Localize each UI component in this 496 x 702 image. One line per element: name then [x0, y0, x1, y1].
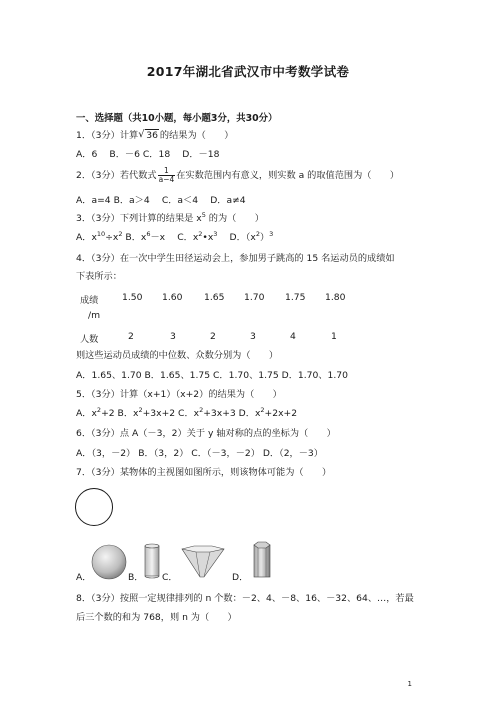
option-a-label: A． — [76, 572, 92, 583]
question-2-stem — [76, 167, 399, 184]
option-b-label: B． — [128, 572, 144, 583]
table-cell: 3 — [250, 331, 256, 342]
q3-opt-a-exp2: 2 — [118, 230, 123, 238]
table-cell: 1.80 — [325, 292, 346, 303]
q3-opt-b: B．x — [122, 232, 147, 243]
q2-fraction-denominator: a−4 — [158, 175, 175, 184]
q3-opt-d-exp2: 3 — [269, 230, 274, 238]
q5-opt-d-post: +2x+2 — [264, 408, 298, 419]
question-6-stem: 6．（3分）点 A（－3，2）关于 y 轴对称的点的坐标为（ ） — [76, 428, 336, 439]
q3-opt-c-mid: •x — [202, 232, 214, 243]
question-6-options: A．（3，－2） B．（3，2） C．（－3，－2） D．（2，－3） — [76, 448, 323, 459]
page-number: 1 — [407, 680, 412, 688]
table-cell: 1.70 — [244, 292, 265, 303]
table-cell: 1.50 — [122, 292, 143, 303]
q3-opt-c-exp1: 2 — [198, 230, 203, 238]
table-unit: /m — [88, 310, 101, 321]
q3-opt-a-exp1: 10 — [96, 230, 106, 238]
hexagonal-prism-figure — [250, 540, 274, 580]
sqrt-symbol: √ 36 — [138, 129, 158, 141]
table-cell: 4 — [290, 331, 296, 342]
table-row-label: 人数 — [80, 334, 99, 345]
score-table-row-1 — [80, 292, 420, 304]
question-5-options — [76, 408, 297, 420]
q1-radicand: 36 — [146, 130, 158, 141]
question-4-line-2: 下表所示： — [76, 271, 122, 282]
question-4-options: A．1.65、1.70 B．1.65、1.75 C．1.70、1.75 D．1.70、1.70 — [76, 370, 348, 381]
q3-stem-exponent: 5 — [201, 211, 206, 219]
q5-exp: 2 — [260, 406, 265, 414]
table-cell: 1.75 — [285, 292, 306, 303]
q5-opt-a: A．x — [76, 408, 97, 419]
q5-exp: 2 — [138, 406, 143, 414]
q1-stem-pre: 1．（3分）计算 — [76, 130, 139, 141]
cylinder-figure — [143, 543, 161, 579]
question-8-line-1: 8．（3分）按照一定规律排列的 n 个数：－2、4、－8、16、－32、64、…，若最 — [76, 593, 414, 604]
question-3-options — [76, 232, 273, 244]
q3-opt-b-post: －x C．x — [150, 232, 199, 243]
section-heading: 一、选择题（共10小题，每小题3分，共30分） — [76, 113, 278, 124]
question-1-stem — [76, 130, 233, 142]
q3-opt-d-mid: ） — [259, 232, 270, 243]
q5-exp: 2 — [96, 406, 102, 414]
q2-stem-pre: 2．（3分）若代数式 — [76, 170, 157, 181]
question-3-stem — [76, 213, 264, 225]
frustum-pyramid-figure — [180, 545, 226, 579]
q2-stem-post: 在实数范围内有意义，则实数 a 的取值范围为（ ） — [176, 170, 400, 181]
table-cell: 1.60 — [162, 292, 183, 303]
table-row-label: 成绩 — [80, 295, 99, 306]
q3-stem: 3．（3分）下列计算的结果是 x — [76, 213, 202, 224]
question-2-options: A．a=4 B．a＞4 C．a＜4 D．a≠4 — [76, 195, 246, 206]
question-7-stem: 7．（3分）某物体的主视图如图所示，则该物体可能为（ ） — [76, 467, 332, 478]
option-d-label: D． — [232, 572, 249, 583]
q3-stem-post: 的为（ ） — [205, 213, 264, 224]
q3-opt-d-exp1: 2 — [255, 230, 260, 238]
question-4-line-1: 4．（3分）在一次中学生田径运动会上，参加男子跳高的 15 名运动员的成绩如 — [76, 253, 395, 264]
sphere-figure — [90, 543, 128, 581]
q3-opt-b-exp: 6 — [146, 230, 151, 238]
front-view-circle-figure — [74, 487, 114, 527]
q3-opt-a: A．x — [76, 232, 97, 243]
q5-opt-d: +3x+3 D．x — [203, 408, 261, 419]
score-table-row-2 — [80, 331, 420, 343]
q1-stem-post: 的结果为（ ） — [159, 130, 234, 141]
q3-opt-d: D．（x — [217, 232, 256, 243]
page-title: 2017年湖北省武汉市中考数学试卷 — [146, 64, 350, 79]
question-8-line-2: 后三个数的和为 768，则 n 为（ ） — [76, 612, 237, 623]
q5-opt-c: +3x+2 C．x — [142, 408, 200, 419]
question-5-stem: 5．（3分）计算（x+1）（x+2）的结果为（ ） — [76, 389, 282, 400]
q5-opt-b: +2 B．x — [101, 408, 139, 419]
q3-opt-c-exp2: 3 — [213, 230, 218, 238]
q2-fraction-numerator: 1 — [158, 167, 176, 176]
table-cell: 3 — [170, 331, 176, 342]
table-cell: 2 — [210, 331, 216, 342]
table-cell: 1 — [331, 331, 337, 342]
q5-exp: 2 — [199, 406, 204, 414]
q3-opt-a-mid: ÷x — [105, 232, 119, 243]
q2-fraction — [158, 167, 176, 184]
question-1-options: A．6 B．－6 C．18 D．－18 — [76, 149, 220, 160]
question-4-question: 则这些运动员成绩的中位数、众数分别为（ ） — [76, 350, 279, 361]
table-cell: 2 — [128, 331, 134, 342]
table-cell: 1.65 — [204, 292, 225, 303]
option-c-label: C． — [162, 572, 178, 583]
